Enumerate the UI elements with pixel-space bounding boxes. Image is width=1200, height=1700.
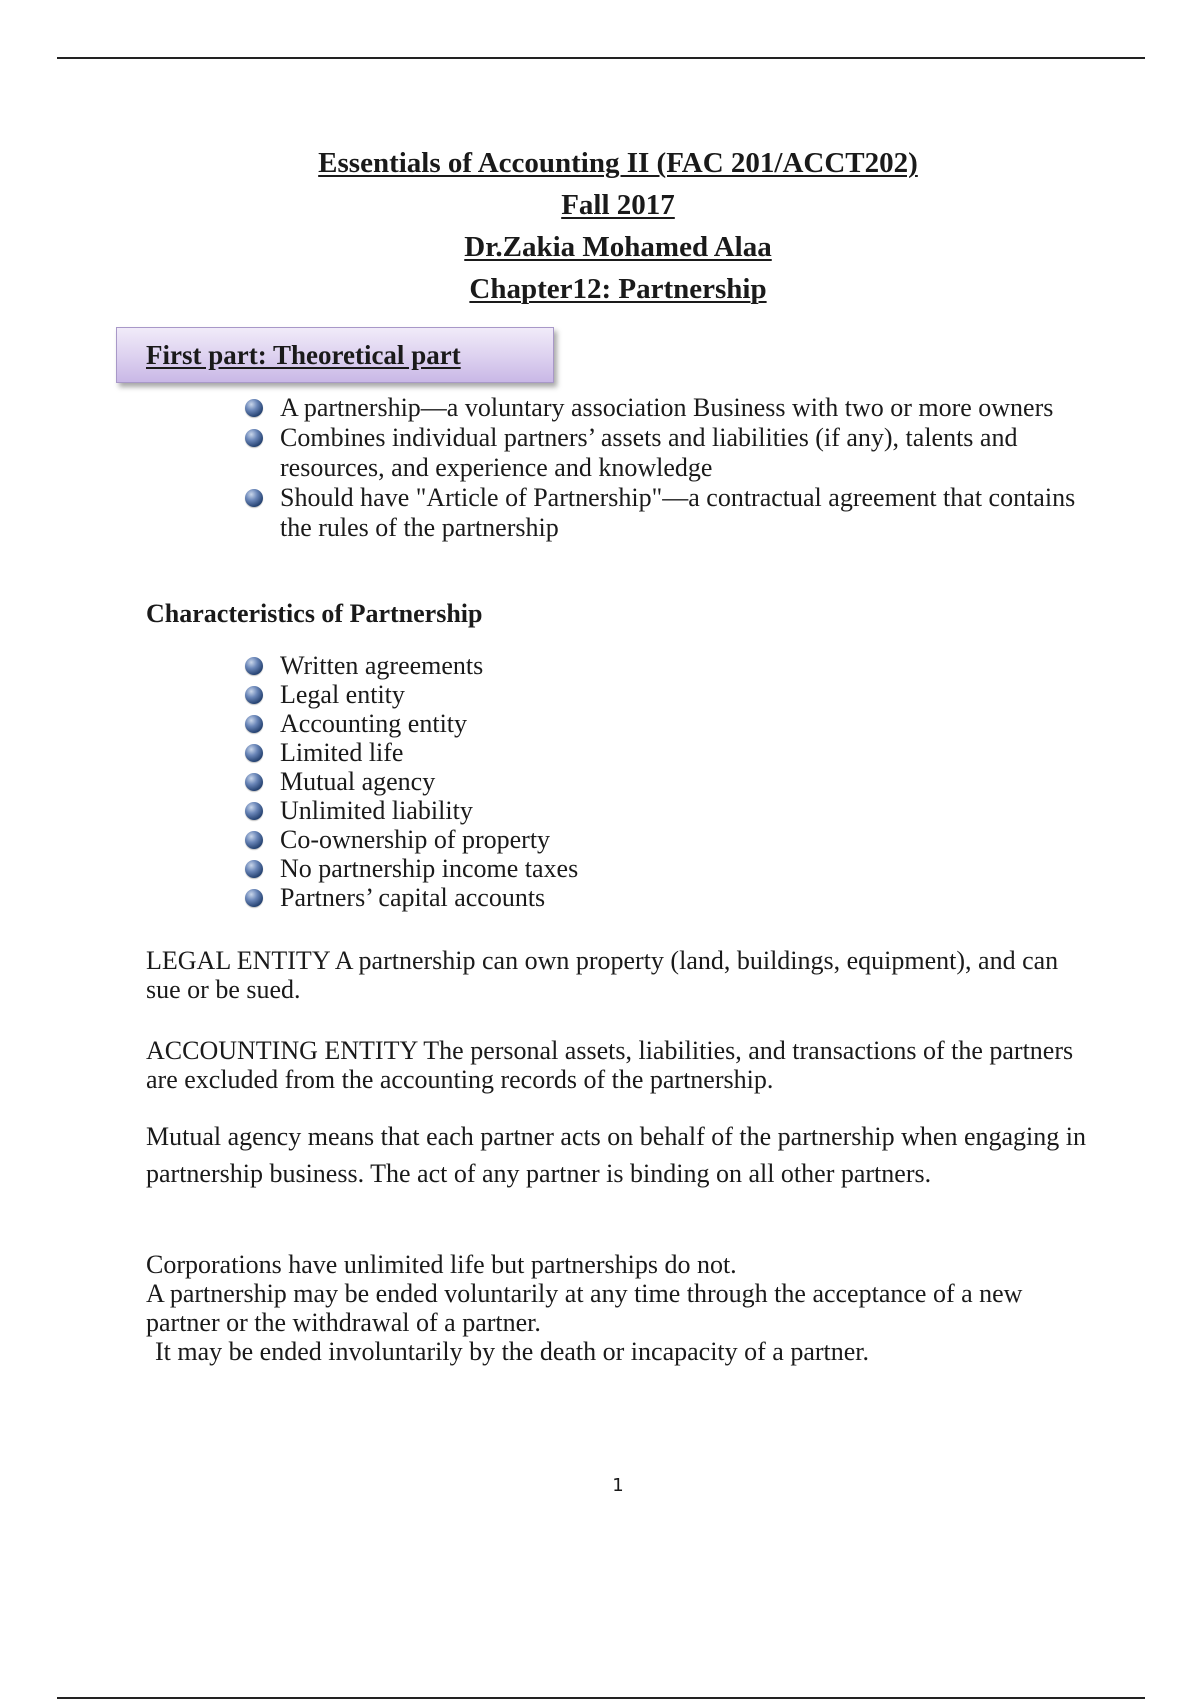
list-item [242, 767, 942, 796]
list-item [242, 883, 942, 912]
list-item [242, 738, 942, 767]
top-rule [57, 57, 1145, 59]
list-item [242, 651, 942, 680]
list-item [242, 423, 1092, 483]
list-item [242, 796, 942, 825]
list-item-text: No partnership income taxes [280, 854, 579, 883]
limited-life-paragraph [146, 1250, 1086, 1366]
list-item [242, 483, 1092, 543]
bullet-icon [245, 802, 263, 820]
list-item-text: Co-ownership of property [280, 825, 551, 854]
bullet-icon [245, 773, 263, 791]
limited-life-line: It may be ended involuntarily by the death or incapacity of a partner. [155, 1337, 870, 1366]
list-item [242, 393, 1092, 423]
bullet-icon [245, 489, 263, 507]
instructor: Dr.Zakia Mohamed Alaa [464, 231, 772, 263]
list-item-text: Combines individual partners’ assets and liabilities (if any), talents and resources, and experience and knowledge [280, 423, 1018, 482]
section-heading-box [116, 327, 554, 383]
bullet-icon [245, 744, 263, 762]
list-item-text: Should have "Article of Partnership"—a contractual agreement that contains the rules of the partnership [280, 483, 1076, 542]
limited-life-line: A partnership may be ended voluntarily at any time through the acceptance of a new partner or the withdrawal of a partner. [146, 1279, 1023, 1337]
list-item-text: A partnership—a voluntary association Business with two or more owners [280, 393, 1054, 422]
list-item-text: Partners’ capital accounts [280, 883, 546, 912]
list-item [242, 825, 942, 854]
term: Fall 2017 [561, 189, 675, 221]
list-item-text: Unlimited liability [280, 796, 473, 825]
section-heading-label: First part: Theoretical part [146, 340, 461, 370]
list-item-text: Legal entity [280, 680, 405, 709]
bottom-rule [57, 1697, 1145, 1699]
intro-bullet-list [242, 393, 1092, 543]
list-item [242, 709, 942, 738]
bullet-icon [245, 889, 263, 907]
course-title: Essentials of Accounting II (FAC 201/ACCT202) [318, 147, 918, 179]
list-item [242, 854, 942, 883]
bullet-icon [245, 860, 263, 878]
bullet-icon [245, 399, 263, 417]
bullet-icon [245, 831, 263, 849]
list-item-text: Written agreements [280, 651, 484, 680]
list-item-text: Limited life [280, 738, 404, 767]
list-item-text: Accounting entity [280, 709, 468, 738]
bullet-icon [245, 657, 263, 675]
mutual-agency-paragraph: Mutual agency means that each partner acts on behalf of the partnership when engaging in partnership business. The act of any partner is binding on all other partners. [146, 1122, 1086, 1188]
list-item-text: Mutual agency [280, 767, 436, 796]
document-title-block [0, 142, 1200, 310]
bullet-icon [245, 715, 263, 733]
characteristics-heading: Characteristics of Partnership [146, 599, 483, 628]
bullet-icon [245, 429, 263, 447]
legal-entity-paragraph: LEGAL ENTITY A partnership can own property (land, buildings, equipment), and can sue or be sued. [146, 946, 1059, 1004]
chapter-title: Chapter12: Partnership [469, 273, 767, 305]
accounting-entity-paragraph: ACCOUNTING ENTITY The personal assets, liabilities, and transactions of the partners are excluded from the accounting records of the partnership. [146, 1036, 1074, 1094]
list-item [242, 680, 942, 709]
limited-life-line: Corporations have unlimited life but partnerships do not. [146, 1250, 737, 1279]
page-number: 1 [612, 1475, 624, 1496]
characteristics-list [242, 651, 942, 912]
bullet-icon [245, 686, 263, 704]
